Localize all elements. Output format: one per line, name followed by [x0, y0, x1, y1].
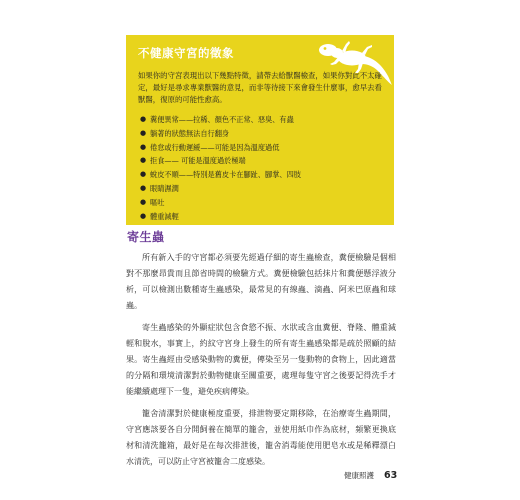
list-item: ● 拒食—— 可能是溫度過於極端	[138, 154, 382, 168]
sidebar-title: 不健康守宮的徵象	[138, 46, 234, 60]
body-text	[126, 250, 396, 476]
bullet-icon: ●	[140, 183, 147, 192]
list-item: ● 嘔吐	[138, 196, 382, 210]
gecko-silhouette-icon	[312, 38, 394, 88]
footer-section-name: 健康照護	[344, 471, 374, 480]
bullet-icon: ●	[140, 128, 147, 137]
list-item: ● 體重減輕	[138, 210, 382, 224]
page-footer	[344, 470, 397, 481]
bullet-icon: ●	[140, 211, 147, 220]
sidebar-intro: 如果你的守宮表現出以下幾點特徵，請帶去給獸醫檢查，如果你對此不太確定，最好是尋求專業獸醫的意見，而非等待接下來會發生什麼事，愈早去看獸醫，復原的可能性愈高。	[138, 71, 382, 104]
list-item: ● 眼睛濕潤	[138, 182, 382, 196]
bullet-icon: ●	[140, 156, 147, 165]
list-item: ● 蛻皮不順——特別是舊皮卡在腳趾、腳掌、四肢	[138, 168, 382, 182]
paragraph: 所有新入手的守宮都必須要先經過仔細的寄生蟲檢查，糞便檢驗是個相對不那麼昂貴而且節省時間的檢驗方式。糞便檢驗包括抹片和糞便懸浮液分析，可以檢測出數種寄生蟲感染，最常見的有線蟲、滴蟲、阿米巴原蟲和球蟲。	[126, 253, 396, 310]
bullet-icon: ●	[140, 115, 147, 123]
symptom-list	[138, 113, 382, 223]
list-item: ● 倦怠或行動遲緩——可能是因為溫度過低	[138, 141, 382, 155]
list-item: ● 躺著的狀態無法自行翻身	[138, 127, 382, 141]
section-title: 寄生蟲	[127, 230, 165, 244]
bullet-icon: ●	[140, 170, 147, 179]
paragraph: 寄生蟲感染的外顯症狀包含食慾不振、水狀或含血糞便、脊隆、體重減輕和脫水，事實上，約紋守宮身上發生的所有寄生蟲感染都是疏於照顧的結果。寄生蟲經由受感染動物的糞便，傳染至另一隻動物的食物上，因此適當的分隔和環境清潔對於動物健康至關重要，處理每隻守宮之後要記得洗手才能繼續處理下一隻，避免疾病傳染。	[126, 323, 396, 396]
bullet-icon: ●	[140, 142, 147, 151]
page-number: 63	[384, 470, 398, 481]
list-item: ● 糞便異常——拉稀、顏色不正常、惡臭、有蟲	[138, 113, 382, 127]
paragraph: 籠舍清潔對於健康極度重要，排泄物要定期移除，在治療寄生蟲期間，守宮應該要各自分開飼養在簡單的籠舍，並使用紙巾作為底材，頻繁更換底材和清洗籠箱，最好是在每次排泄後，籠舍消毒能使用肥皂水或是稀釋漂白水清洗，可以防止守宮被籠舍二度感染。	[126, 409, 396, 466]
bullet-icon: ●	[140, 197, 147, 206]
